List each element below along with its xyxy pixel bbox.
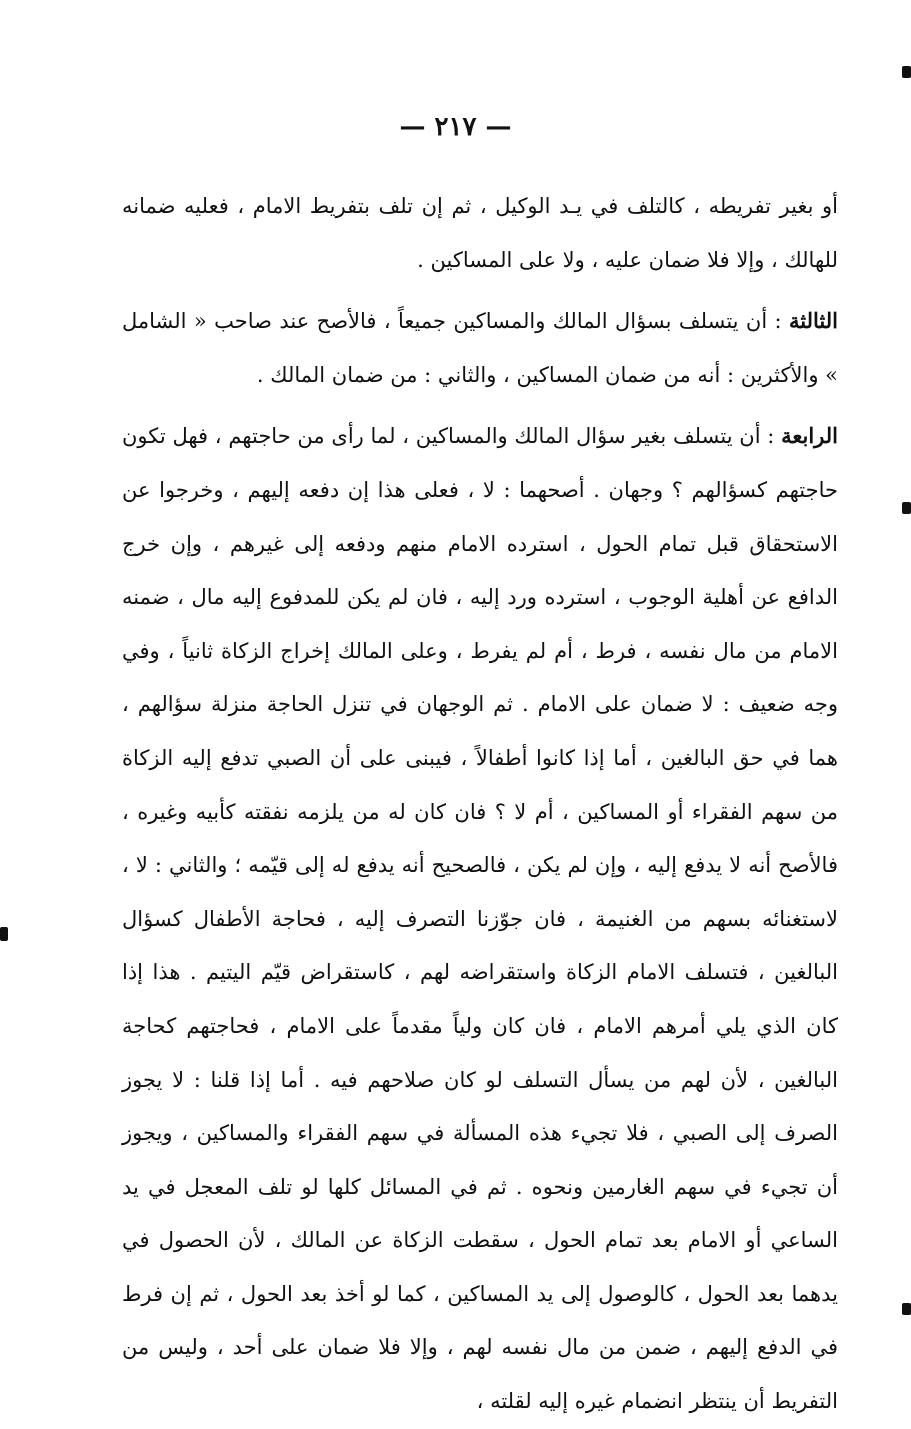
paragraph-text: : أن يتسلف بسؤال المالك والمساكين جميعاً ، فالأصح عند صاحب « الشامل » والأكثرين : أنه من ضمان المساكين ، والثاني : من ضمان المالك .	[122, 309, 838, 387]
paragraph-text: أو بغير تفريطه ، كالتلف في يـد الوكيل ، ثم إن تلف بتفريط الامام ، فعليه ضمانه للهالك ، وإلا فلا ضمان عليه ، ولا على المساكين .	[122, 194, 838, 272]
scan-edge-mark	[902, 1303, 911, 1315]
paragraph-fourth-case	[122, 409, 838, 1428]
paragraph-text: : أن يتسلف بغير سؤال المالك والمساكين ، لما رأى من حاجتهم ، فهل تكون حاجتهم كسؤالهم ؟ وجهان . أصحهما : لا ، فعلى هذا إن دفعه إليهم ، وخرجوا عن الاستحقاق قبل تمام الحول ، استرده الامام منهم ودفعه إلى غيرهم ، وإن خرج الدافع عن أهلية الوجوب ، استرده ورد إليه ، فان لم يكن للمدفوع إليه مال ، ضمنه الامام من مال نفسه ، فرط ، أم لم يفرط ، وعلى المالك إخراج الزكاة ثانياً ، وفي وجه ضعيف : لا ضمان على الامام . ثم الوجهان في تنزل الحاجة منزلة سؤالهم ، هما في حق البالغين ، أما إذا كانوا أطفالاً ، فيبنى على أن الصبي تدفع إليه الزكاة من سهم الفقراء أو المساكين ، أم لا ؟ فان كان له من يلزمه نفقته كأبيه وغيره ، فالأصح أنه لا يدفع إليه ، وإن لم يكن ، فالصحيح أنه يدفع له إلى قيّمه ؛ والثاني : لا ، لاستغنائه بسهم من الغنيمة ، فان جوّزنا التصرف إليه ، فحاجة الأطفال كسؤال البالغين ، فتسلف الامام الزكاة واستقراضه لهم ، كاستقراض قيّم اليتيم . هذا إذا كان الذي يلي أمرهم الامام ، فان كان ولياً مقدماً على الامام ، فحاجتهم كحاجة البالغين ، لأن لهم من يسأل التسلف لو كان صلاحهم فيه . أما إذا قلنا : لا يجوز الصرف إلى الصبي ، فلا تجيء هذه المسألة في سهم الفقراء والمساكين ، ويجوز أن تجيء في سهم الغارمين ونحوه . ثم في المسائل كلها لو تلف المعجل في يد الساعي أو الامام بعد تمام الحول ، سقطت الزكاة عن المالك ، لأن الحصول في يدهما بعد الحول ، كالوصول إلى يد المساكين ، كما لو أخذ بعد الحول ، ثم إن فرط في الدفع إليهم ، ضمن من مال نفسه لهم ، وإلا فلا ضمان على أحد ، وليس من التفريط أن ينتظر انضمام غيره إليه لقلته ،	[122, 424, 838, 1414]
paragraph-heading-third: الثالثة	[789, 308, 838, 334]
page-number: — ٢١٧ —	[399, 112, 512, 142]
scan-edge-mark	[902, 502, 911, 514]
scan-edge-mark	[0, 927, 8, 941]
body-text	[122, 180, 838, 1429]
paragraph-continuation	[122, 180, 838, 287]
paragraph-heading-fourth: الرابعة	[781, 423, 838, 449]
scan-edge-mark	[902, 66, 911, 78]
paragraph-third-case	[122, 294, 838, 402]
